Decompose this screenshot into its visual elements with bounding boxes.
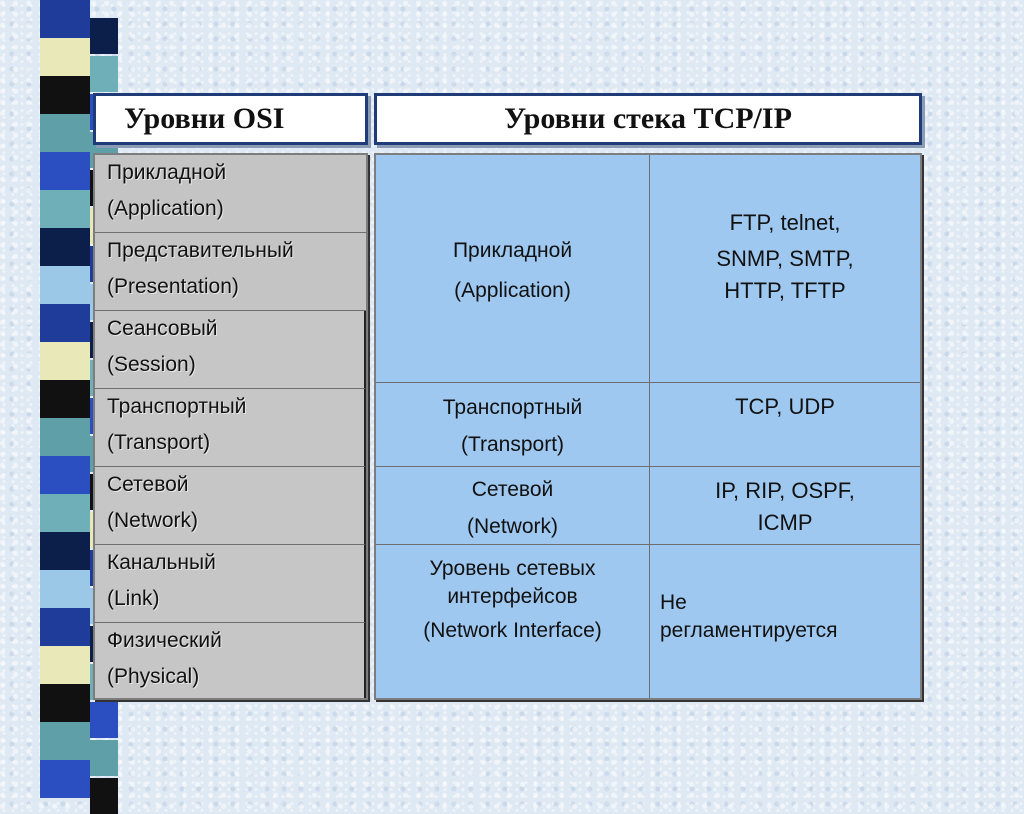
tcp-layer-name-line: Уровень сетевых bbox=[429, 557, 596, 580]
tcp-row-transport bbox=[376, 383, 920, 467]
osi-layer-name: Сеансовый bbox=[107, 317, 218, 340]
decorative-stripe bbox=[40, 684, 90, 722]
decorative-stripe bbox=[40, 304, 90, 342]
tcp-layer-name: Сетевой bbox=[471, 478, 554, 501]
protocol-line: ICMP bbox=[757, 510, 813, 535]
tcp-row-application bbox=[376, 155, 920, 383]
decorative-stripe bbox=[40, 38, 90, 76]
tcp-layer-cell bbox=[376, 155, 650, 382]
decorative-stripe bbox=[40, 342, 90, 380]
osi-row-physical bbox=[95, 623, 366, 698]
decorative-stripe bbox=[40, 722, 90, 760]
tcp-layer-english: (Network) bbox=[466, 515, 558, 538]
decorative-stripe bbox=[40, 570, 90, 608]
osi-layer-english: (Network) bbox=[107, 509, 199, 532]
tcp-layer-name: Транспортный bbox=[442, 396, 583, 419]
osi-layer-name: Канальный bbox=[107, 551, 216, 574]
osi-layer-english: (Physical) bbox=[107, 665, 200, 688]
decorative-stripe bbox=[40, 494, 90, 532]
protocol-line: HTTP, TFTP bbox=[724, 278, 846, 303]
tcp-layer-name: Прикладной bbox=[452, 239, 573, 262]
decorative-stripe bbox=[90, 702, 118, 738]
osi-row-link bbox=[95, 545, 366, 623]
osi-row-transport bbox=[95, 389, 366, 467]
protocol-line: SNMP, SMTP, bbox=[716, 246, 854, 271]
tcp-layer-cell bbox=[376, 467, 650, 544]
decorative-stripe bbox=[40, 646, 90, 684]
decorative-stripe bbox=[40, 608, 90, 646]
osi-layer-english: (Session) bbox=[107, 353, 196, 376]
tcp-ip-layers-table bbox=[374, 153, 922, 700]
decorative-stripe bbox=[90, 18, 118, 54]
osi-layer-name: Физический bbox=[107, 629, 222, 652]
decorative-stripe bbox=[40, 266, 90, 304]
osi-layer-name: Представительный bbox=[107, 239, 294, 262]
decorative-stripe bbox=[40, 228, 90, 266]
osi-row-network bbox=[95, 467, 366, 545]
tcp-protocols-cell bbox=[650, 545, 920, 698]
osi-levels-header bbox=[93, 93, 368, 145]
decorative-stripe bbox=[90, 740, 118, 776]
decorative-stripe bbox=[40, 760, 90, 798]
tcp-ip-levels-header bbox=[374, 93, 922, 145]
decorative-stripe bbox=[40, 190, 90, 228]
osi-layer-english: (Application) bbox=[107, 197, 224, 220]
tcp-row-network-interface bbox=[376, 545, 920, 698]
tcp-layer-english: (Transport) bbox=[460, 433, 565, 456]
tcp-layer-english: (Application) bbox=[454, 279, 571, 302]
tcp-layer-name-line: интерфейсов bbox=[447, 585, 578, 608]
tcp-layer-cell bbox=[376, 545, 650, 698]
decorative-stripe bbox=[40, 532, 90, 570]
protocol-line: Не bbox=[660, 591, 687, 614]
osi-layer-english: (Link) bbox=[107, 587, 160, 610]
osi-layers-table bbox=[93, 153, 368, 700]
protocol-line: TCP, UDP bbox=[735, 394, 835, 419]
tcp-protocols-cell bbox=[650, 383, 920, 466]
tcp-protocols-cell bbox=[650, 467, 920, 544]
protocol-line: регламентируется bbox=[660, 619, 838, 642]
decorative-stripe bbox=[90, 778, 118, 814]
osi-layer-english: (Transport) bbox=[107, 431, 211, 454]
decorative-stripe bbox=[40, 114, 90, 152]
osi-layer-name: Сетевой bbox=[107, 473, 189, 496]
protocol-line: IP, RIP, OSPF, bbox=[715, 478, 855, 503]
osi-row-session bbox=[95, 311, 366, 389]
tcp-row-network bbox=[376, 467, 920, 545]
tcp-layer-cell bbox=[376, 383, 650, 466]
tcp-header-label: Уровни стека TCP/IP bbox=[504, 102, 792, 135]
decorative-stripe bbox=[40, 456, 90, 494]
protocol-line: FTP, telnet, bbox=[729, 210, 841, 235]
osi-row-application bbox=[95, 155, 366, 233]
osi-row-presentation bbox=[95, 233, 366, 311]
decorative-stripe bbox=[40, 76, 90, 114]
osi-header-label: Уровни OSI bbox=[124, 102, 285, 135]
decorative-stripe bbox=[40, 152, 90, 190]
decorative-stripe bbox=[40, 418, 90, 456]
decorative-stripe bbox=[40, 380, 90, 418]
osi-layer-name: Транспортный bbox=[107, 395, 247, 418]
osi-layer-name: Прикладной bbox=[107, 161, 227, 184]
decorative-stripe bbox=[90, 56, 118, 92]
decorative-stripe bbox=[40, 0, 90, 38]
tcp-layer-english: (Network Interface) bbox=[423, 619, 602, 642]
tcp-protocols-cell bbox=[650, 155, 920, 382]
osi-layer-english: (Presentation) bbox=[107, 275, 239, 298]
